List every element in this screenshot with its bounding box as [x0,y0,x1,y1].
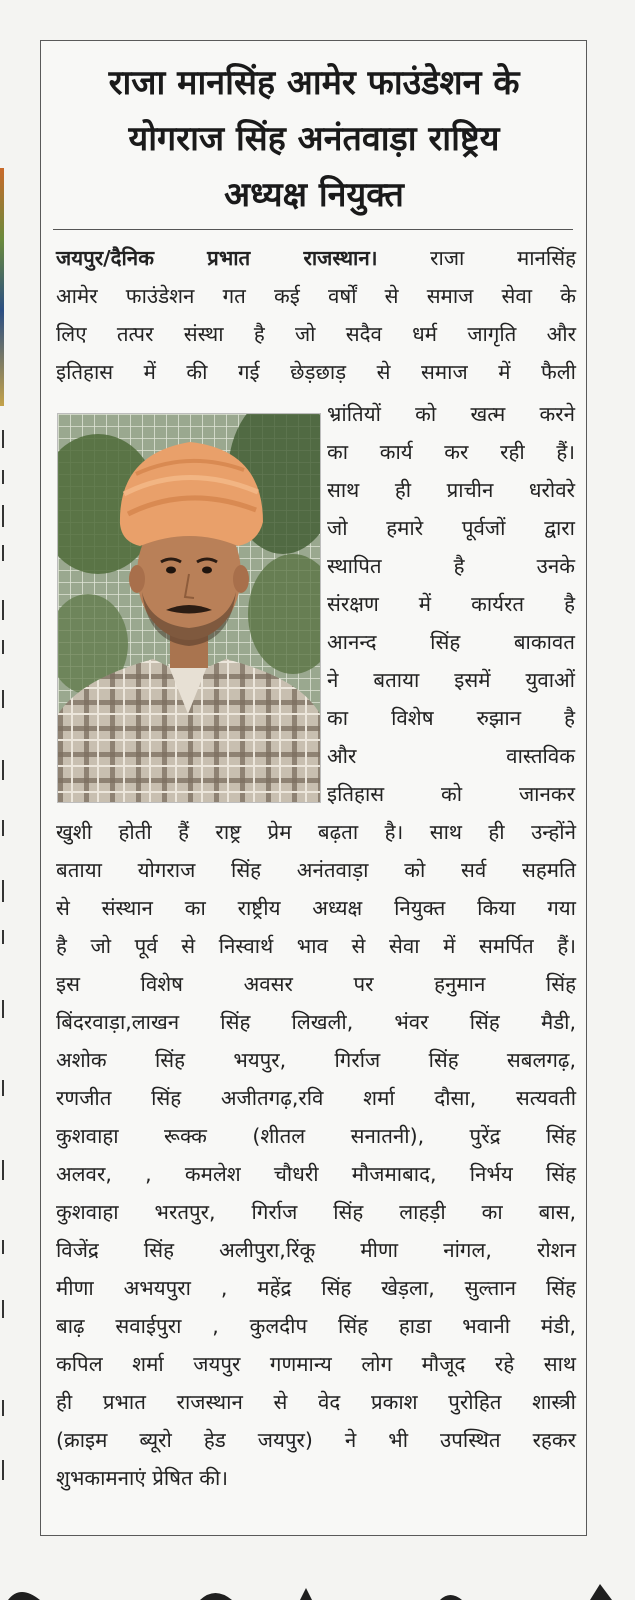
body-line: (क्राइम ब्यूरो हेड जयपुर) ने भी उपस्थित रहकर [56,1428,576,1452]
margin-text-fragment [2,930,4,944]
body-line: साथ ही प्राचीन धरोवरे [327,478,575,502]
margin-text-fragment [2,1000,4,1018]
headline-line: योगराज सिंह अनंतवाड़ा राष्ट्रिय [128,119,500,159]
body-line: इतिहास को जानकर [327,782,575,806]
body-line: अलवर, , कमलेश चौधरी मौजमाबाद, निर्भय सिंह [56,1162,576,1186]
body-line: आनन्द सिंह बाकावत [327,630,575,654]
body-line: लिए तत्पर संस्था है जो सदैव धर्म जागृति और [56,322,576,346]
margin-text-fragment [2,760,4,780]
body-line: ही प्रभात राजस्थान से वेद प्रकाश पुरोहित शास्त्री [56,1390,576,1414]
dateline: जयपुर/दैनिक प्रभात राजस्थान। [56,246,378,270]
body-line: इतिहास में की गई छेड़छाड़ से समाज में फैली [56,360,576,384]
headline-line: राजा मानसिंह आमेर फाउंडेशन के [108,63,520,103]
cut-off-headline-fragments [0,1578,635,1600]
margin-text-fragment [2,880,4,902]
body-line: का विशेष रुझान है [327,706,575,730]
body-line: बाढ़ सवाईपुरा , कुलदीप सिंह हाडा भवानी मंडी, [56,1314,576,1338]
body-line: शुभकामनाएं प्रेषित की। [56,1466,229,1490]
margin-text-fragment [2,600,4,620]
margin-text-fragment [2,1460,4,1480]
headline-line: अध्यक्ष नियुक्त [224,175,404,215]
body-line: से संस्थान का राष्ट्रीय अध्यक्ष नियुक्त किया गया [56,896,576,920]
body-line: अशोक सिंह भयपुर, गिर्राज सिंह सबलगढ़, [56,1048,576,1072]
headline-divider [53,229,573,230]
margin-text-fragment [2,1080,4,1096]
body-line: जो हमारे पूर्वजों द्वारा [327,516,575,540]
body-line: ने बताया इसमें युवाओं [327,668,575,692]
body-line: बताया योगराज सिंह अनंतवाड़ा को सर्व सहमति [56,858,576,882]
margin-text-fragment [2,1240,4,1254]
article-headline [49,55,579,223]
body-line: आमेर फाउंडेशन गत कई वर्षों से समाज सेवा के [56,284,576,308]
portrait-illustration [58,414,320,802]
body-line: रणजीत सिंह अजीतगढ़,रवि शर्मा दौसा, सत्यवती [56,1086,576,1110]
margin-text-fragment [2,690,4,708]
body-line: है जो पूर्व से निस्वार्थ भाव से सेवा में समर्पित हैं। [56,934,576,958]
margin-text-fragment [2,430,4,448]
body-line: कुशवाहा रूक्क (शीतल सनातनी), पुरेंद्र सिंह [56,1124,576,1148]
body-text: राजा मानसिंह [430,246,576,270]
margin-text-fragment [2,1400,4,1416]
body-line: खुशी होती हैं राष्ट्र प्रेम बढ़ता है। साथ ही उन्होंने [56,820,576,844]
margin-text-fragment [2,470,4,484]
adjacent-column-edge [0,0,22,1600]
body-line: मीणा अभयपुरा , महेंद्र सिंह खेड़ला, सुल्तान सिंह [56,1276,576,1300]
body-line: और वास्तविक [327,744,575,768]
adjacent-image-edge [0,168,4,406]
margin-text-fragment [2,820,4,836]
body-line: इस विशेष अवसर पर हनुमान सिंह [56,972,576,996]
body-line: का कार्य कर रही हैं। [327,440,575,464]
news-article [40,40,587,1536]
margin-text-fragment [2,640,4,654]
body-line: भ्रांतियों को खत्म करने [327,402,575,426]
margin-text-fragment [2,1160,4,1180]
body-line: कपिल शर्मा जयपुर गणमान्य लोग मौजूद रहे साथ [56,1352,576,1376]
body-line: स्थापित है उनके [327,554,575,578]
margin-text-fragment [2,545,4,561]
next-article-edge [0,1578,635,1600]
portrait-photo [57,413,321,803]
body-line: बिंदरवाड़ा,लाखन सिंह लिखली, भंवर सिंह मैडी, [56,1010,576,1034]
margin-text-fragment [2,505,4,527]
body-line: कुशवाहा भरतपुर, गिर्राज सिंह लाहड़ी का बास, [56,1200,576,1224]
body-line: संरक्षण में कार्यरत है [327,592,575,616]
body-line [56,239,576,277]
margin-text-fragment [2,1300,4,1318]
body-line: विजेंद्र सिंह अलीपुरा,रिंकू मीणा नांगल, रोशन [56,1238,576,1262]
